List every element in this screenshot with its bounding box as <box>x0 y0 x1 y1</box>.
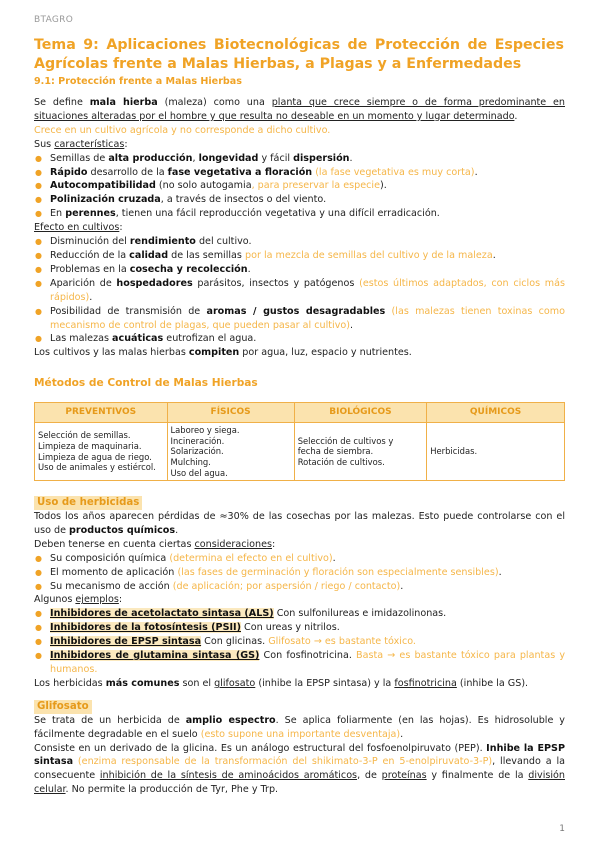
bold-text: perennes <box>65 208 116 220</box>
brand-label: BTAGRO <box>34 15 74 25</box>
bold-text: productos químicos <box>69 524 176 536</box>
text: eutrofizan el agua. <box>163 333 257 345</box>
efecto-list <box>34 235 565 346</box>
note-text: , para preservar la especie <box>251 180 380 192</box>
text: , <box>192 152 199 164</box>
consideraciones-list <box>34 552 565 594</box>
bold-text: compiten <box>188 347 240 359</box>
list-item <box>34 621 565 635</box>
ejemplos-list <box>34 607 565 677</box>
highlighted-term: Inhibidores de glutamina sintasa (GS) <box>50 650 260 662</box>
cell-line: Selección de semillas. <box>38 430 131 441</box>
table-row <box>35 423 565 481</box>
text: , de <box>357 770 382 782</box>
cell-line: Solarización. <box>170 446 224 457</box>
text: ). <box>379 180 387 192</box>
cell-line: Uso de animales y estiércol. <box>38 462 156 473</box>
note-text: (las malezas tienen toxinas como mecanismo de control de plagas, que pueden pasar al cultivo) <box>50 305 565 331</box>
glifosato-heading: Glifosato <box>34 700 92 714</box>
list-item <box>34 166 565 180</box>
text: . <box>474 166 478 178</box>
text: parásitos, insectos y patógenos <box>192 277 355 289</box>
bold-text: Autocompatibilidad <box>50 180 156 192</box>
caracteristicas-list <box>34 152 565 222</box>
text: Con glicinas. <box>201 636 269 648</box>
note-text: (estos últimos adaptados, con ciclos más rápidos) <box>50 277 565 303</box>
bold-text: aromas / gustos desagradables <box>206 305 386 317</box>
cell-line: Laboreo y siega. <box>170 425 240 436</box>
text: : <box>272 538 276 550</box>
bold-text: Rápido <box>50 166 88 178</box>
bold-text: calidad <box>129 249 169 261</box>
text: y fácil <box>258 152 294 164</box>
bold-text: cosecha y recolección <box>129 263 248 275</box>
list-item <box>34 235 565 249</box>
text: Reducción de la <box>50 249 130 261</box>
note-text: por la mezcla de semillas del cultivo y de la maleza <box>241 249 493 261</box>
text: . <box>349 152 353 164</box>
list-item <box>34 649 565 677</box>
text: Se trata de un herbicida de <box>34 714 186 726</box>
bold-text: dispersión <box>293 152 350 164</box>
list-item <box>34 607 565 621</box>
text: (inhibe la GS). <box>456 677 529 689</box>
list-item <box>34 263 565 277</box>
text: Algunos <box>34 594 76 606</box>
cell-line: Limpieza de maquinaria. <box>38 441 142 452</box>
text: Su composición química <box>50 552 167 564</box>
bold-text: Polinización cruzada <box>50 194 161 206</box>
text: . <box>492 249 496 261</box>
list-item <box>34 179 565 193</box>
text: : <box>118 594 123 606</box>
cell-line: Incineración. <box>170 435 225 446</box>
note-text: (determina el efecto en el cultivo) <box>166 552 333 564</box>
text: Posibilidad de transmisión de <box>50 305 207 317</box>
list-item <box>34 305 565 333</box>
list-item <box>34 580 565 594</box>
metodos-heading: Métodos de Control de Malas Hierbas <box>34 377 258 390</box>
text: del cultivo. <box>195 236 252 248</box>
underlined-text: fosfinotricina <box>394 677 457 689</box>
fisicos-cell <box>167 423 294 481</box>
text: (inhibe la EPSP sintasa) y la <box>255 677 395 689</box>
herbicidas-p2 <box>34 538 565 552</box>
cell-line: Uso del agua. <box>170 467 228 478</box>
text: (maleza) como una <box>157 97 272 108</box>
text: , a través de insectos o del viento. <box>160 194 327 206</box>
list-item <box>34 249 565 263</box>
term-mala-hierba: mala hierba <box>89 97 158 108</box>
list-item <box>34 635 565 649</box>
cell-line: Rotación de cultivos. <box>297 456 385 467</box>
text: . <box>247 263 251 275</box>
caracteristicas-label: características <box>54 138 125 150</box>
text: . Se aplica foliarmente (en las hojas). Es hidrosoluble y fácilmente degradable en el suelo <box>34 714 565 740</box>
underlined-text: inhibición de la síntesis de aminoácidos aromáticos <box>99 770 358 782</box>
page-title: Tema 9: Aplicaciones Biotecnológicas de Protección de Especies Agrícolas frente a Malas Hierbas, a Plagas y a Enfermedades <box>34 37 564 72</box>
column-header: FÍSICOS <box>167 403 294 423</box>
text: Las malezas <box>50 333 113 345</box>
definition-underlined: planta que crece siempre o de forma predominante en situaciones alteradas por el hombre y que resulta no deseable en un momento y lugar determinado <box>34 97 566 122</box>
text: . <box>514 110 518 122</box>
text: Con fosfinotricina. <box>259 650 357 662</box>
text: . <box>400 728 404 740</box>
page-number: 1 <box>559 824 565 834</box>
bold-text: alta producción <box>108 152 193 164</box>
bold-text: hospedadores <box>116 277 193 289</box>
text: . <box>175 524 179 536</box>
preventivos-cell <box>35 423 168 481</box>
herbicidas-p1 <box>34 510 565 538</box>
text: , llevando a la consecuente <box>34 756 566 782</box>
underlined-text: ejemplos <box>75 594 119 606</box>
text: . <box>350 319 354 331</box>
glifosato-p2 <box>34 742 565 798</box>
text: . <box>89 291 93 303</box>
list-item <box>34 552 565 566</box>
herbicidas-p4 <box>34 677 565 691</box>
text: Los herbicidas <box>34 677 106 689</box>
underlined-text: glifosato <box>214 677 256 689</box>
compiten-paragraph <box>34 346 565 360</box>
herbicidas-p3 <box>34 593 565 607</box>
text: Se define <box>34 97 90 108</box>
methods-table <box>34 402 565 481</box>
bold-text: rendimiento <box>129 236 196 248</box>
biologicos-cell <box>294 423 427 481</box>
cell-line: Selección de cultivos y <box>297 435 394 446</box>
underlined-text: proteínas <box>381 770 427 782</box>
highlighted-term: Inhibidores de acetolactato sintasa (ALS) <box>50 608 274 620</box>
note-text: (de aplicación; por aspersión / riego / contacto) <box>169 580 401 592</box>
section-subtitle: 9.1: Protección frente a Malas Hierbas <box>34 76 242 87</box>
text: por agua, luz, espacio y nutrientes. <box>239 347 412 359</box>
herbicidas-heading: Uso de herbicidas <box>34 496 142 510</box>
text: desarrollo de la <box>87 166 168 178</box>
text: Deben tenerse en cuenta ciertas <box>34 538 195 550</box>
list-item <box>34 332 565 346</box>
text: . No permite la producción de Tyr, Phe y Trp. <box>65 784 279 796</box>
bold-text: fase vegetativa a floración <box>167 166 313 178</box>
text: . <box>498 566 502 578</box>
note-text: (enzima responsable de la transformación del shikimato-3-P en 5-enolpiruvato-3-P) <box>73 756 493 768</box>
text: . <box>332 552 336 564</box>
quimicos-cell <box>427 423 565 481</box>
intro-note: Crece en un cultivo agrícola y no corresponde a dicho cultivo. <box>34 124 331 136</box>
text: (no solo autogamia <box>155 180 252 192</box>
list-item <box>34 277 565 305</box>
text: . <box>400 580 404 592</box>
table-header-row <box>35 403 565 423</box>
note-text: Basta → es bastante tóxico para plantas y humanos. <box>50 650 566 675</box>
column-header: BIOLÓGICOS <box>294 403 427 423</box>
note-text: (la fase vegetativa es muy corta) <box>312 166 475 178</box>
note-text: Glifosato → es bastante tóxico. <box>268 636 416 648</box>
text: En <box>50 208 66 220</box>
bold-text: acuáticas <box>112 333 164 345</box>
underlined-text: consideraciones <box>194 538 272 550</box>
highlighted-term: Inhibidores de la fotosíntesis (PSII) <box>50 622 241 634</box>
efecto-label: Efecto en cultivos <box>34 222 120 234</box>
text: Con sulfonilureas e imidazolinonas. <box>273 608 447 620</box>
bold-text: longevidad <box>198 152 259 164</box>
text: y finalmente de la <box>426 770 529 782</box>
highlighted-term: Inhibidores de EPSP sintasa <box>50 636 202 648</box>
bold-text: más comunes <box>105 677 180 689</box>
text: Semillas de <box>50 152 109 164</box>
text: , tienen una fácil reproducción vegetativa y una difícil erradicación. <box>115 208 440 220</box>
cell-line: Limpieza de agua de riego. <box>38 451 152 462</box>
glifosato-p1 <box>34 714 565 742</box>
cell-line: fecha de siembra. <box>297 446 374 457</box>
text: El momento de aplicación <box>50 566 175 578</box>
text: Los cultivos y las malas hierbas <box>34 347 189 359</box>
text: : <box>119 222 123 234</box>
cell-line: Mulching. <box>170 456 211 467</box>
text: Disminución del <box>50 236 130 248</box>
text: de las semillas <box>168 249 242 261</box>
list-item <box>34 207 565 221</box>
bold-text: amplio espectro <box>185 714 276 726</box>
text: Problemas en la <box>50 263 130 275</box>
note-text: (esto supone una importante desventaja) <box>197 728 401 740</box>
text: Sus <box>34 138 55 150</box>
bold-text: Inhibe la EPSP sintasa <box>34 742 565 768</box>
text: : <box>124 138 128 150</box>
text: Su mecanismo de acción <box>50 580 170 592</box>
cell-line: Herbicidas. <box>430 446 478 457</box>
caracteristicas-lead <box>34 138 565 152</box>
column-header: QUÍMICOS <box>427 403 565 423</box>
efecto-lead <box>34 221 565 235</box>
main-content <box>34 96 565 797</box>
list-item <box>34 566 565 580</box>
underlined-text: división celular <box>34 770 565 796</box>
text: Aparición de <box>50 277 117 289</box>
text: son el <box>179 677 215 689</box>
note-text: (las fases de germinación y floración son especialmente sensibles) <box>174 566 499 578</box>
text: Todos los años aparecen pérdidas de ≈30% de las cosechas por las malezas. Esto puede controlarse con el uso de <box>34 511 565 536</box>
intro-paragraph <box>34 96 565 124</box>
column-header: PREVENTIVOS <box>35 403 168 423</box>
text: Consiste en un derivado de la glicina. Es un análogo estructural del fosfoenolpiruvato (PEP). <box>34 742 487 754</box>
list-item <box>34 193 565 207</box>
text: Con ureas y nitrilos. <box>241 622 340 634</box>
list-item <box>34 152 565 166</box>
